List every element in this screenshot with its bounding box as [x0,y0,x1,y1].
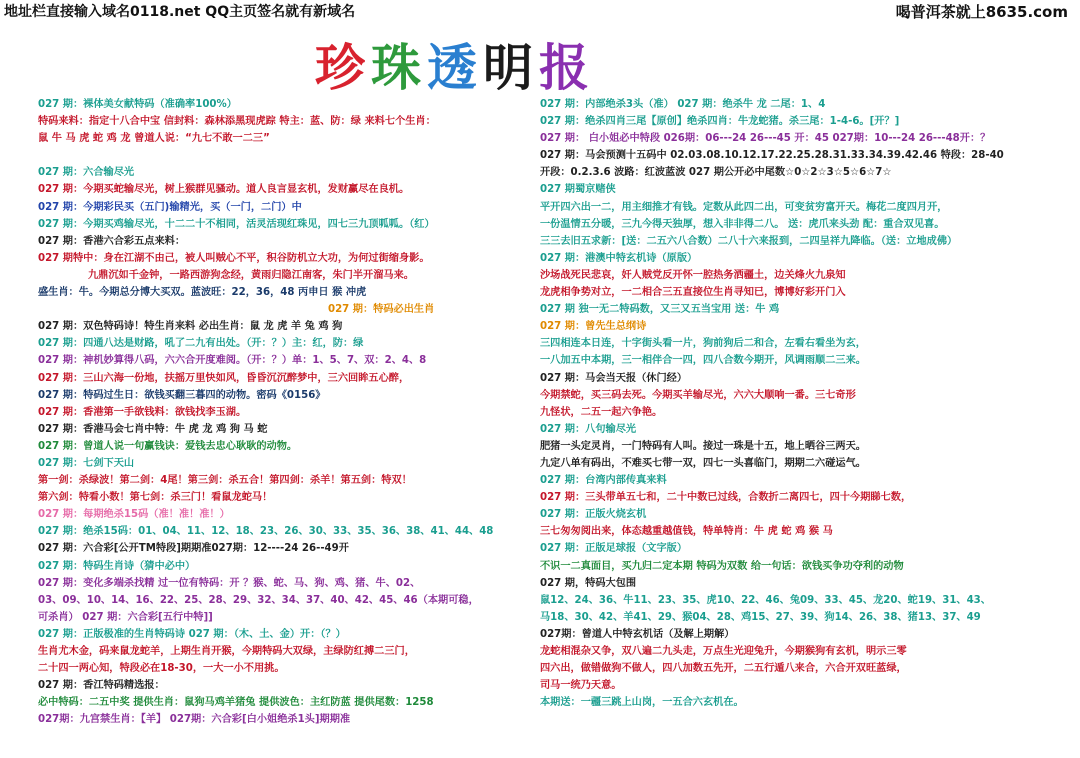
title-char: 明 [483,38,533,97]
left-column-line: 必中特码：二五中奖 提供生肖：鼠狗马鸡羊猪兔 提供波色：主红防蓝 提供尾数：1258 [38,697,434,709]
left-column-line: 027 期：香江特码精选报： [38,680,165,692]
left-column-line: 特码来料：指定十八合中宝 信封料：森林添黑现虎踪 特主：蓝、防：绿 来料七个生肖： [38,116,436,128]
right-column-line: 平开四六出一二，用主细推才有钱。定数从此四二出，可变贫穷富开天。梅花二度四月开， [540,201,948,213]
right-column-line: 肥猪一头定灵肖，一门特码有人叫。接过一珠是十五，地上晒谷三两天。 [540,440,866,452]
title-char: 透 [427,38,477,97]
left-column-line: 027 期：特码生肖诗（猜中必中） [38,560,196,572]
left-column-line: 027 期：七剑下天山 [38,457,135,469]
left-column-line: 03、09、10、14、16、22、25、28、29、32、34、37、40、42、45、46（本期可稳， [38,594,479,606]
left-column-line: 027 期特中：身在江湖不由己，被人叫贼心不平，积谷防机立大功，为何过街缩身影。 [38,252,430,264]
right-column-line: 027 期：八句输尽光 [540,423,637,435]
right-column-line: 027 期蜀京赌侠 [540,184,616,196]
left-column-line: 027 期：特码过生日：欲钱买翻三暮四的动物。密码《0156》 [38,389,326,401]
left-column-line: 027 期：神机妙算得八码，六六合开度难阅。（开：？）单：1、5、7、双：2、4、8 [38,355,427,367]
left-column-line: 可杀肖） 027 期：六合彩[五行中特]] [38,611,213,623]
left-column-line: 027 期：特码必出生肖 [328,304,435,316]
left-column-line: 027 期：裸体美女献特码（准确率100%） [38,99,237,110]
right-column-line: 027 期：马会当天报（休门经） [540,372,688,384]
right-column-line: 027 期：正版足球报（文字版） [540,543,688,555]
right-column-line: 027 期：绝杀四肖三尾【原创】绝杀四肖：牛龙蛇猪。杀三尾：1-4-6。[开？] [540,116,900,128]
right-column-line: 027 期：正版火烧玄机 [540,509,647,521]
right-column-line: 鼠12、24、36、牛11、23、35、虎10、22、46、兔09、33、45、龙20、蛇19、31、43、 [540,594,991,606]
right-column-line: 九定八单有码出，不难买七带一双，四七一头喜临门，期期二六碰运气。 [540,457,866,469]
right-column-line: 本期送：一疆三跳上山岗，一五合六玄机在。 [540,697,744,709]
right-column-line: 027 期 独一无二特码数，又三又五当宝用 送：牛 鸡 [540,304,780,316]
left-column-line: 027 期：正版极准的生肖特码诗 027 期：（木、土、金）开：（？） [38,628,346,640]
left-column-line: 生肖尤木金，码来鼠龙蛇羊，上期生肖开猴，今期特码大双绿，主绿防红搏二三门， [38,646,415,657]
right-column [540,96,1060,711]
left-column-line: 第六剑：特看小数！第七剑：杀三门！看鼠龙蛇马！ [38,492,273,504]
left-column-line: 027 期：今期买蛇输尽光，树上猴群见骚动。道人良言显玄机，发财赢尽在良机。 [38,184,410,196]
title-char: 珠 [371,38,421,97]
right-column-line: 九怪状，二五一起六争艳。 [540,406,663,418]
right-column-line: 龙蛇相混杂又争，双八遍二九头走，万点生光迎兔升，今期猴狗有玄机，明示三零 [540,646,907,657]
right-column-line: 一份温情五分暖，三九今得天独厚，想入非非得二八。 送：虎爪来头劲 配：重合双见喜。 [540,218,945,230]
left-column-line: 027 期：香港六合彩五点来料： [38,235,186,247]
tea-site-text: 喝普洱茶就上8635.com [895,3,1068,21]
left-column-line: 027 期：四通八达是财路，吼了二九有出处。（开：？）主：红，防：绿 [38,338,364,350]
left-column-line: 027 期：今期彩民买（五门)输精光，买（一门，二门）中 [38,201,302,213]
right-column-line: 司马一统乃天意。 [540,680,622,692]
right-column-line: 027期：曾道人中特玄机话（及解上期解） [540,628,735,640]
left-column-line: 027 期：香港马会七肖中特：牛 虎 龙 鸡 狗 马 蛇 [38,423,268,435]
right-column-line: 027 期：内部绝杀3头（准） 027 期：绝杀牛 龙 二尾：1、4 [540,99,826,110]
left-column-line: 九鼎沉如千金钟，一路西游狗念经，黄雨归隐江南客，朱门半开溜马来。 [88,269,414,281]
left-column-line: 二十四一两心知，特段必在18-30，一大一小不用挑。 [38,663,285,675]
right-column-line: 027 期：三头带单五七和，二十中数已过线，合数折二离四七，四十今期睇七数， [540,492,912,504]
right-column-line: 027 期：台湾内部传真来料 [540,475,667,487]
left-column-line: 盛生肖：牛。今期总分博大买双。蓝波旺：22，36，48 丙申日 猴 冲虎 [38,287,367,299]
right-column-line: 027 期：马会预测十五码中 02.03.08.10.12.17.22.25.28.31.33.34.39.42.46 特段：28-40 [540,150,1004,162]
right-column-line: 三七匆匆阅出来，体态越重越值钱，特单特肖：牛 虎 蛇 鸡 猴 马 [540,526,833,538]
title-char: 报 [539,38,589,97]
right-column-line: 今期禁蛇，买三码去死。今期买羊输尽光，六六大顺响一番。三七奇形 [540,389,856,401]
right-column-line: 马18、30、42、羊41、29、猴04、28、鸡15、27、39、狗14、26、38、猪13、37、49 [540,611,981,623]
spacer [38,147,528,164]
left-column-line: 027 期：绝杀15码：01、04、11、12、18、23、26、30、33、35、36、38、41、44、48 [38,526,494,538]
left-column-line: 027 期：三山六海一份地，扶摇万里快如风，昏昏沉沉醉梦中，三六回眸五心醉， [38,372,410,384]
right-column-line: 027 期：曾先生总纲诗 [540,321,647,333]
right-column-line: 不识一二真面目，买九归二定本期 特码为双数 给一句话：欲钱买争功夺利的动物 [540,560,904,572]
right-column-line: 沙场战死民悲哀，奸人贼党反开怀一腔热务洒疆土，边关烽火九泉知 [540,269,846,281]
top-banner [0,0,1080,22]
left-column-line: 027 期：变化多端杀找精 过一位有特码：开 ？猴、蛇、马、狗、鸡、猪、牛、02、 [38,577,421,589]
left-column-line: 027 期：六合输尽光 [38,167,135,179]
right-column-line: 龙虎相争势对立，一二相合三五直接位生肖寻知已，博博好彩开门入 [540,287,846,299]
left-column-line: 027 期：六合彩[公开TM特段]期期准027期：12----24 26--49开 [38,543,349,555]
left-column-line: 027 期：今期买鸡输尽光，十二二十不相同，活灵活现红珠见，四七三九顶呱呱。（红） [38,218,435,230]
right-column-line: 三三去旧五求新：[送：二五六八合数）二八十六来报到，二四呈祥九降临。（送：立地成佛） [540,235,958,247]
right-column-line: 027 期：港澳中特玄机诗（原版） [540,252,698,264]
left-column-line: 第一剑：杀绿波！第二剑：4尾！第三剑：杀五合！第四剑：杀羊！第五剑：特双！ [38,475,412,487]
right-column-line: 027 期，特码大包围 [540,577,637,589]
left-column-line: 027 期：每期绝杀15码（准！准！准！） [38,509,230,521]
left-column-line: 027 期：曾道人说一句赢钱诀：爱钱去忠心耿耿的动物。 [38,440,298,452]
right-column-line: 四六出，做错做狗不做人，四八加数五先开，二五行遁八来合，六合开双旺蓝绿， [540,663,907,675]
left-column-line: 027 期：双色特码诗！特生肖来料 必出生肖：鼠 龙 虎 羊 兔 鸡 狗 [38,321,343,333]
left-column [38,96,528,728]
left-column-line: 鼠 牛 马 虎 蛇 鸡 龙 曾道人说：“九七不敢一二三” [38,133,270,145]
right-column-line: 027 期： 白小姐必中特段 026期：06---24 26---45 开：45 027期：10---24 26---48开：？ [540,133,991,145]
left-column-line: 027 期：香港第一手欲钱料：欲钱找李玉湖。 [38,406,247,418]
left-column-line: 027期：九宫禁生肖：【羊】 027期：六合彩[白小姐绝杀1头]期期准 [38,714,351,726]
right-column-line: 一八加五中本期，三一相伴合一四，四八合数今期开，风调雨顺二三来。 [540,355,866,367]
page-title [315,28,595,97]
right-column-line: 三四相连本日连，十字街头看一片，狗前狗后二和合，左看右看坐为玄， [540,338,866,350]
title-char: 珍 [315,38,365,97]
domain-notice-text: 地址栏直接输入域名0118.net QQ主页签名就有新域名 [4,4,356,20]
right-column-line: 开段：0.2.3.6 波路：红波蓝波 027 期公开必中尾数☆0☆2☆3☆5☆6☆7☆ [540,167,892,179]
